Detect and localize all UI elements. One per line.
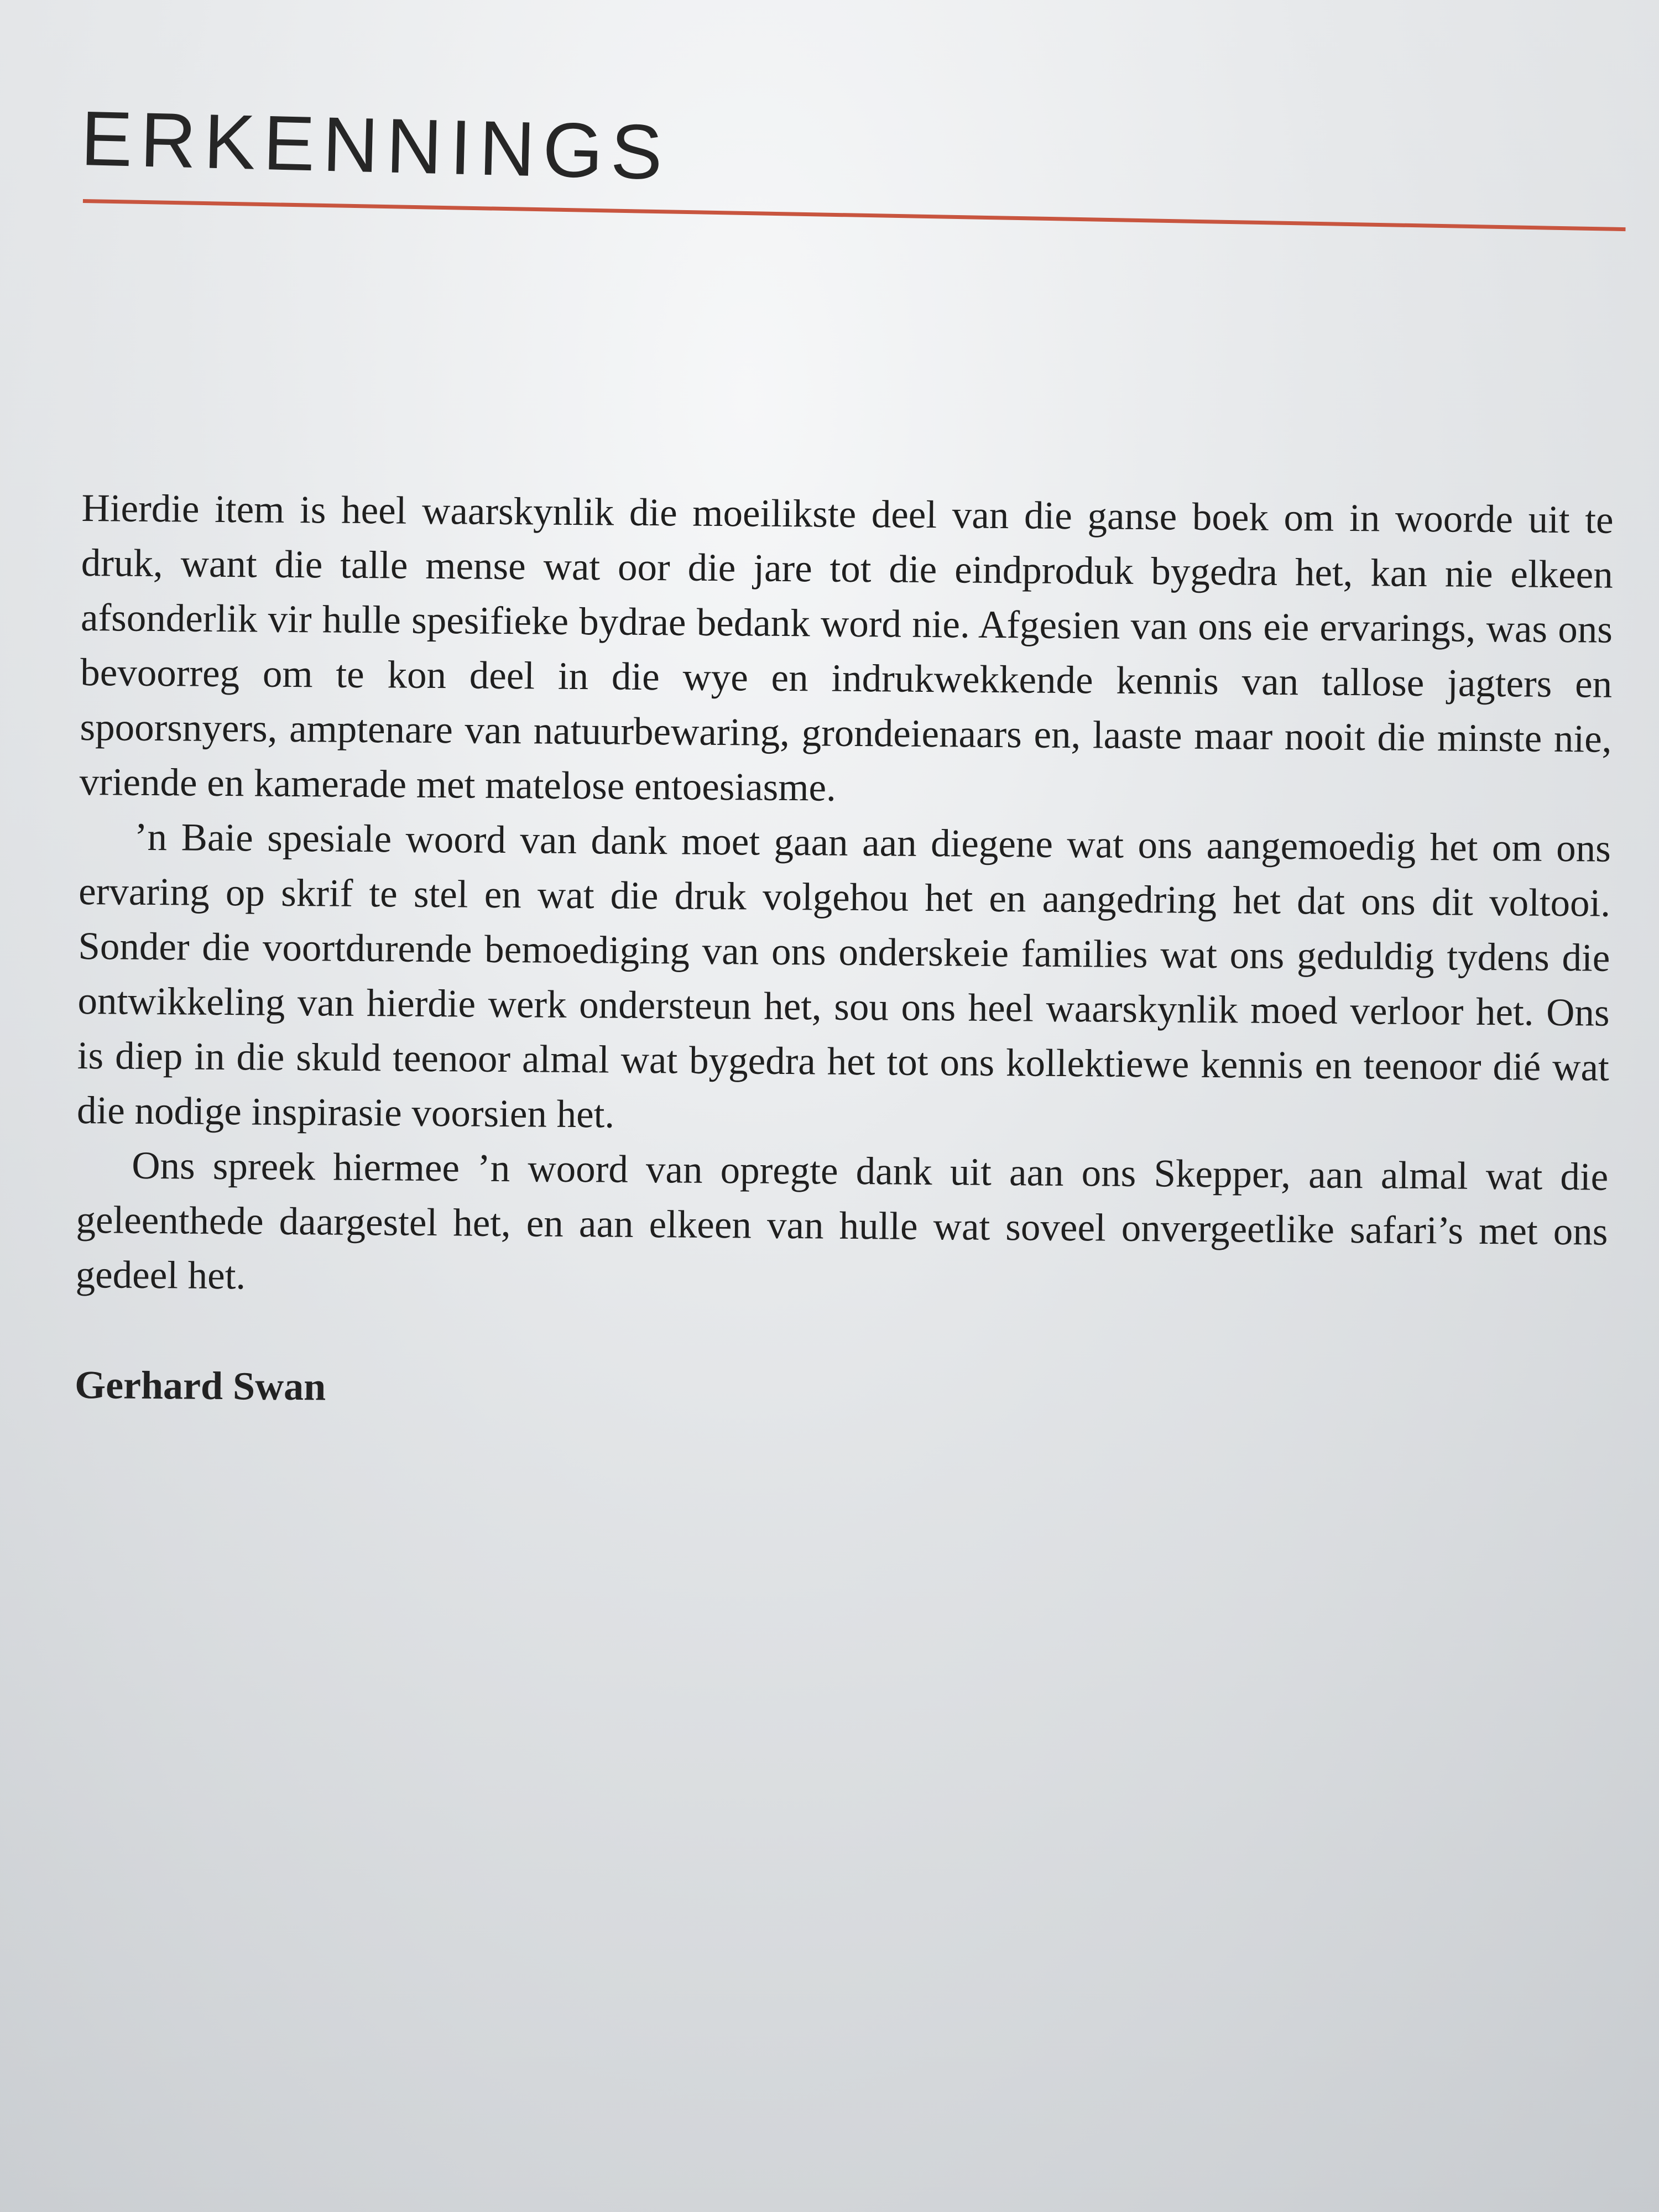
heading-underline bbox=[83, 199, 1626, 231]
acknowledgements-text bbox=[75, 481, 1614, 1425]
page-heading: ERKENNINGS bbox=[80, 95, 671, 196]
paragraph-1: Hierdie item is heel waarskynlik die moeilikste deel van die ganse boek om in woorde uit te druk, want die talle mense wat oor die jare tot die eindproduk bygedra het, kan nie elkeen afsonderlik vir hulle spesifieke bydrae bedank word nie. Afgesien van ons eie ervarings, was ons bevoorreg om te kon deel in die wye en indrukwekkende kennis van tallose jagters en spoorsnyers, amptenare van natuurbewaring, grondeienaars en, laaste maar nooit die minste nie, vriende en kamerade met matelose entoesiasme. bbox=[79, 486, 1614, 810]
paragraph-2: ’n Baie spesiale woord van dank moet gaan aan diegene wat ons aangemoedig het om ons ervaring op skrif te stel en wat die druk volgehou het en aangedring het dat ons dit voltooi. Sonder die voortdurende bemoediging van ons onderskeie families wat ons geduldig tydens die ontwikkeling van hierdie werk ondersteun het, sou ons heel waarskynlik moed verloor het. Ons is diep in die skuld teenoor almal wat bygedra het tot ons kollektiewe kennis en teenoor dié wat die nodige inspirasie voorsien het. bbox=[76, 815, 1611, 1136]
paragraph-3: Ons spreek hiermee ’n woord van opregte dank uit aan ons Skepper, aan almal wat die geleenthede daargestel het, en aan elkeen van hulle wat soveel onvergeetlike safari’s met ons gedeel het. bbox=[75, 1144, 1609, 1298]
author-signature: Gerhard Swan bbox=[74, 1362, 326, 1409]
